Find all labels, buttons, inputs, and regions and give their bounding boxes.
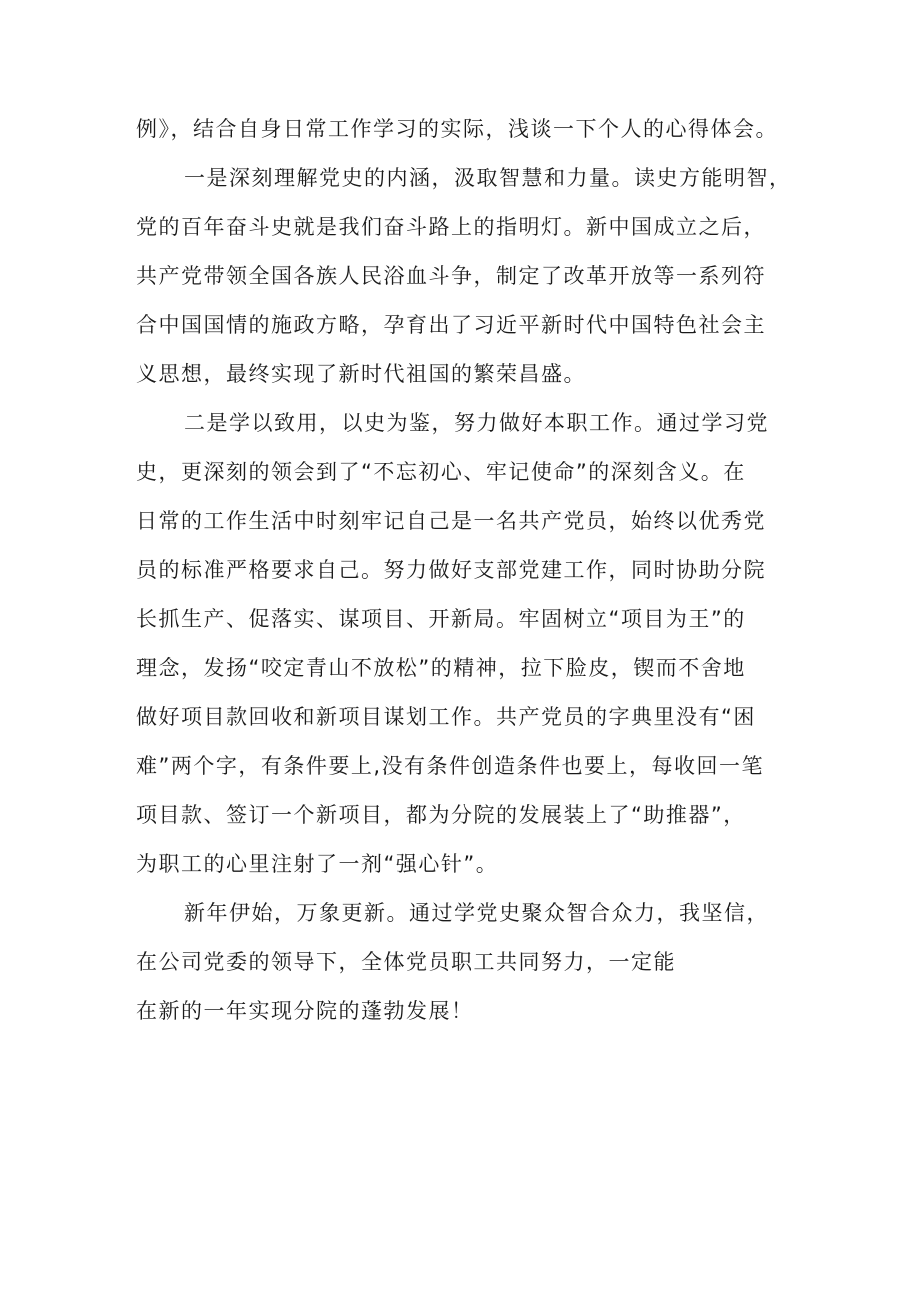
paragraph-first-line: 一是深刻理解党史的内涵，汲取智慧和力量。读史方能明智， (184, 166, 792, 190)
text-line: 史，更深刻的领会到了“不忘初心、牢记使命”的深刻含义。在 (136, 460, 746, 484)
paragraph-first-line: 新年伊始，万象更新。通过学党史聚众智合众力，我坚信， (184, 901, 769, 925)
text-line: 难”两个字，有条件要上,没有条件创造条件也要上，每收回一笔 (136, 754, 765, 778)
text-line: 日常的工作生活中时刻牢记自己是一名共产党员，始终以优秀党 (136, 509, 766, 533)
text-line: 项目款、签订一个新项目，都为分院的发展装上了“助推器”， (136, 803, 746, 827)
text-line: 员的标准严格要求自己。努力做好支部党建工作，同时协助分院 (136, 558, 766, 582)
text-line: 义思想，最终实现了新时代祖国的繁荣昌盛。 (136, 362, 586, 386)
text-line: 在公司党委的领导下，全体党员职工共同努力，一定能 (136, 950, 676, 974)
text-line: 例》，结合自身日常工作学习的实际，浅谈一下个人的心得体会。 (136, 117, 778, 141)
text-line: 党的百年奋斗史就是我们奋斗路上的指明灯。新中国成立之后， (136, 215, 766, 239)
text-line: 在新的一年实现分院的蓬勃发展！ (136, 999, 474, 1023)
text-line: 为职工的心里注射了一剂“强心针”。 (136, 852, 499, 876)
text-line: 做好项目款回收和新项目谋划工作。共产党员的字典里没有“困 (136, 705, 756, 729)
text-line: 共产党带领全国各族人民浴血斗争，制定了改革开放等一系列符 (136, 264, 766, 288)
text-line: 理念，发扬“咬定青山不放松”的精神，拉下脸皮，锲而不舍地 (136, 656, 746, 680)
text-line: 长抓生产、促落实、谋项目、开新局。牢固树立“项目为王”的 (136, 607, 746, 631)
body-text (136, 105, 796, 1036)
paragraph-first-line: 二是学以致用，以史为鉴，努力做好本职工作。通过学习党 (184, 411, 769, 435)
text-line: 合中国国情的施政方略，孕育出了习近平新时代中国特色社会主 (136, 313, 766, 337)
